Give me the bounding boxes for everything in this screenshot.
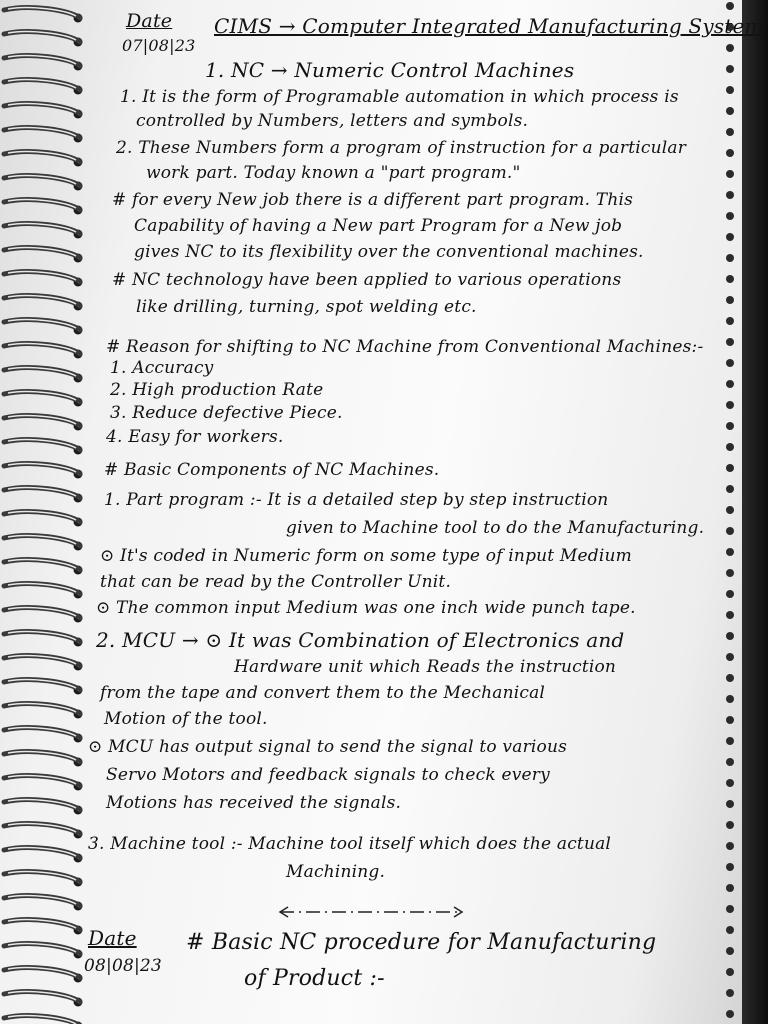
note-line: # for every New job there is a different part program. This	[112, 190, 634, 210]
punch-hole	[726, 2, 734, 10]
punch-hole	[726, 443, 734, 451]
date-label: Date	[126, 10, 173, 32]
note-line: given to Machine tool to do the Manufacturing.	[286, 518, 705, 538]
punch-hole	[726, 632, 734, 640]
punch-hole	[726, 506, 734, 514]
punch-hole	[726, 905, 734, 913]
note-line: 3. Machine tool :- Machine tool itself which does the actual	[88, 834, 612, 854]
punch-hole	[726, 800, 734, 808]
punch-hole	[726, 191, 734, 199]
punch-hole	[726, 716, 734, 724]
punch-hole	[726, 527, 734, 535]
punch-hole	[726, 380, 734, 388]
punch-hole	[726, 737, 734, 745]
punch-hole	[726, 338, 734, 346]
punch-hole	[726, 947, 734, 955]
note-line: Servo Motors and feedback signals to check every	[106, 765, 550, 785]
note-line: ⊙ The common input Medium was one inch wide punch tape.	[96, 598, 636, 618]
note-line: 2. These Numbers form a program of instruction for a particular	[116, 138, 687, 158]
punch-hole	[726, 212, 734, 220]
punch-hole	[726, 296, 734, 304]
punch-hole	[726, 779, 734, 787]
punch-hole	[726, 401, 734, 409]
note-line: that can be read by the Controller Unit.	[100, 572, 452, 592]
punch-hole	[726, 674, 734, 682]
page-edge-shadow	[742, 0, 768, 1024]
date-label: Date	[88, 926, 137, 950]
punch-hole	[726, 107, 734, 115]
list-item: 4. Easy for workers.	[106, 427, 284, 447]
punch-hole	[726, 758, 734, 766]
punch-hole	[726, 254, 734, 262]
punch-hole	[726, 611, 734, 619]
note-line: of Product :-	[244, 966, 385, 991]
punch-hole	[726, 464, 734, 472]
punch-hole	[726, 695, 734, 703]
spiral-binding	[0, 0, 120, 1024]
punch-hole	[726, 86, 734, 94]
date-value: 08|08|23	[84, 956, 162, 976]
note-line: gives NC to its flexibility over the conventional machines.	[134, 242, 644, 262]
list-item: 3. Reduce defective Piece.	[110, 403, 343, 423]
punch-hole	[726, 275, 734, 283]
note-line: Motions has received the signals.	[106, 793, 402, 813]
punch-hole	[726, 149, 734, 157]
list-item: 1. Accuracy	[110, 358, 214, 378]
punch-hole	[726, 926, 734, 934]
punch-hole	[726, 44, 734, 52]
note-line: 2. MCU → ⊙ It was Combination of Electronics and	[96, 628, 625, 652]
punch-hole	[726, 863, 734, 871]
section-heading: # Basic Components of NC Machines.	[104, 460, 440, 480]
note-line: from the tape and convert them to the Mechanical	[100, 683, 546, 703]
section-heading: # Reason for shifting to NC Machine from Conventional Machines:-	[106, 337, 704, 357]
punch-hole	[726, 359, 734, 367]
punch-hole	[726, 233, 734, 241]
page-title: CIMS → Computer Integrated Manufacturing System	[214, 14, 764, 38]
punch-hole	[726, 968, 734, 976]
note-line: ⊙ It's coded in Numeric form on some type of input Medium	[100, 546, 632, 566]
note-line: Hardware unit which Reads the instruction	[234, 657, 617, 677]
punch-hole	[726, 884, 734, 892]
note-line: Capability of having a New part Program for a New job	[134, 216, 623, 236]
punch-hole	[726, 1010, 734, 1018]
punch-hole	[726, 989, 734, 997]
note-line: controlled by Numbers, letters and symbols.	[136, 111, 529, 131]
punch-hole	[726, 128, 734, 136]
date-value: 07|08|23	[122, 36, 196, 55]
note-line: Motion of the tool.	[104, 709, 268, 729]
punch-hole	[726, 821, 734, 829]
punch-hole	[726, 485, 734, 493]
punch-hole	[726, 590, 734, 598]
punch-hole	[726, 842, 734, 850]
punch-hole	[726, 317, 734, 325]
section-heading: 1. NC → Numeric Control Machines	[205, 58, 575, 82]
punch-hole	[726, 65, 734, 73]
note-line: work part. Today known a "part program."	[146, 163, 521, 183]
punch-hole	[726, 548, 734, 556]
punch-hole	[726, 653, 734, 661]
punch-hole	[726, 170, 734, 178]
note-line: # NC technology have been applied to various operations	[112, 270, 622, 290]
note-line: 1. It is the form of Programable automation in which process is	[120, 87, 679, 107]
divider-arrow	[276, 905, 466, 919]
section-heading: # Basic NC procedure for Manufacturing	[186, 930, 657, 955]
note-line: ⊙ MCU has output signal to send the signal to various	[88, 737, 568, 757]
punch-hole	[726, 422, 734, 430]
note-line: 1. Part program :- It is a detailed step by step instruction	[104, 490, 609, 510]
punch-hole	[726, 569, 734, 577]
note-line: like drilling, turning, spot welding etc.	[136, 297, 477, 317]
note-line: Machining.	[286, 862, 386, 882]
list-item: 2. High production Rate	[110, 380, 324, 400]
